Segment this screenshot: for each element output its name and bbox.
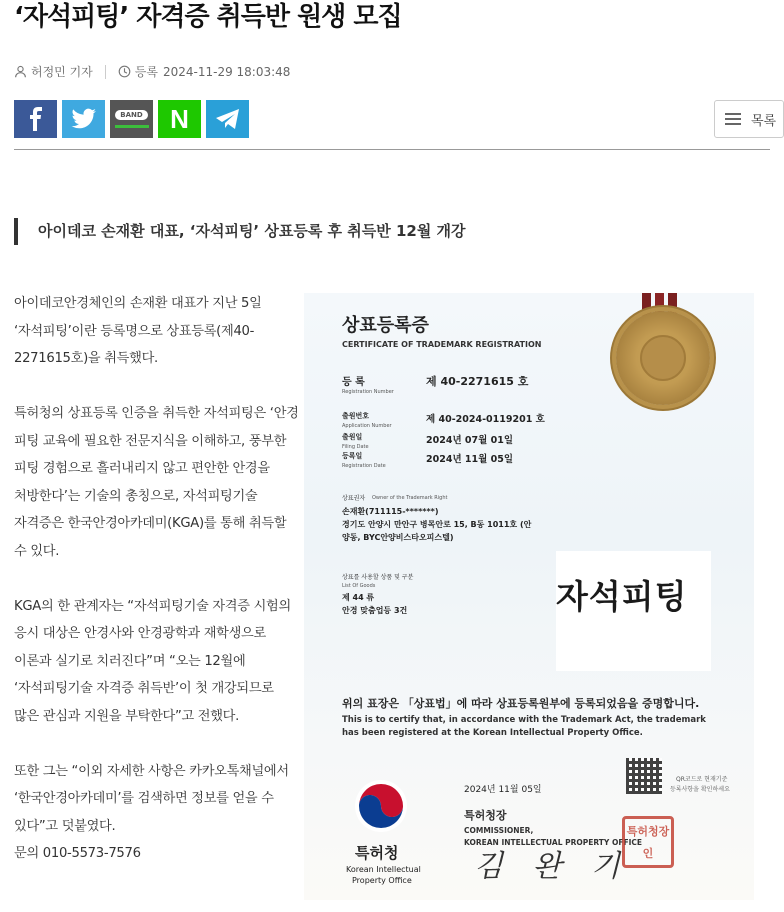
cert-goods-class: 제 44 류 <box>342 593 375 602</box>
user-icon <box>14 65 27 78</box>
clock-icon <box>118 65 131 78</box>
cert-app-label: 출원번호 <box>342 412 370 420</box>
cert-statement-en: This is to certify that, in accordance with the Trademark Act, the trademark <box>342 715 706 725</box>
author-name: 허정민 기자 <box>31 65 93 79</box>
commissioner-title: 특허청장 <box>464 809 507 822</box>
contact-line: 문의 010-5573-7576 <box>14 846 141 861</box>
cert-app-number: 제 40-2024-0119201 호 <box>426 414 545 425</box>
commissioner-title-en: COMMISSIONER, <box>464 826 534 835</box>
cert-statement: 위의 표장은 「상표법」에 따라 상표등록원부에 등록되었음을 증명합니다. <box>342 697 700 710</box>
cert-owner-address: 양동, BYC안양비스타오피스텔) <box>342 533 454 542</box>
registered-datetime: 2024-11-29 18:03:48 <box>162 64 291 79</box>
gold-seal-icon <box>616 311 710 405</box>
body-paragraph: 또한 그는 “이외 자세한 사항은 카카오톡채널에서 ‘한국안경아카데미’를 검색하면 정보를 얻을 수 있다”고 덧붙였다. <box>14 763 289 834</box>
registered-label: 등록 <box>134 65 158 79</box>
twitter-icon <box>71 108 97 130</box>
share-bar <box>14 100 249 138</box>
cert-goods-label: 상표를 사용할 상품 및 구분 <box>342 574 414 581</box>
facebook-share-button[interactable] <box>14 100 57 138</box>
cert-statement-en: has been registered at the Korean Intellectual Property Office. <box>342 728 643 738</box>
kipo-emblem-icon <box>354 779 408 833</box>
naver-icon: N <box>170 103 189 134</box>
twitter-share-button[interactable] <box>62 100 105 138</box>
cert-app-label-en: Application Number <box>342 423 392 429</box>
cert-qr-note: QR코드로 현재기준 <box>676 776 728 783</box>
cert-title: 상표등록증 <box>342 315 429 336</box>
cert-filing-label-en: Filing Date <box>342 444 369 450</box>
trademark-mark: 자석피팅 <box>556 577 688 616</box>
naver-share-button[interactable] <box>158 100 201 138</box>
cert-filing-date: 2024년 07월 01일 <box>426 435 514 446</box>
cert-qr-note: 등록사항을 확인하세요 <box>670 786 730 793</box>
band-icon-underline <box>115 125 149 128</box>
trademark-certificate-image <box>304 293 754 900</box>
office-name: 특허청 <box>355 844 399 862</box>
office-name-en: Korean Intellectual <box>346 865 421 874</box>
cert-reg-label-en: Registration Number <box>342 389 394 395</box>
menu-icon <box>725 113 741 125</box>
article-body <box>14 290 301 868</box>
meta-divider <box>105 65 106 79</box>
telegram-icon <box>215 108 241 130</box>
header-divider <box>14 149 770 150</box>
facebook-icon <box>26 106 46 132</box>
cert-owner-label: 상표권자 <box>342 495 366 502</box>
list-button-label: 목록 <box>751 113 777 129</box>
cert-owner-address: 경기도 안양시 만안구 병목안로 15, B동 1011호 (안 <box>342 520 532 529</box>
article-subheadline: 아이데코 손재환 대표, ‘자석피팅’ 상표등록 후 취득반 12월 개강 <box>14 218 466 245</box>
cert-reg-date: 2024년 11월 05일 <box>426 454 514 465</box>
cert-goods-item: 안경 맞춤업등 3건 <box>342 606 408 615</box>
article-headline: ‘자석피팅’ 자격증 취득반 원생 모집 <box>14 2 402 32</box>
cert-owner-name: 손재환(711115-*******) <box>342 507 439 516</box>
band-icon: BAND <box>115 110 147 120</box>
cert-reg-number: 제 40-2271615 호 <box>426 375 529 388</box>
body-paragraph: KGA의 한 관계자는 “자석피팅기술 자격증 시험의 응시 대상은 안경사와 안경광학과 재학생으로 이론과 실기로 치러진다”며 “오는 12월에 ‘자석피팅기술 자격증 취득반’이 첫 개강되므로 많은 관심과 지원을 부탁한다”고 전했다. <box>14 598 291 724</box>
cert-regdate-label-en: Registration Date <box>342 463 386 469</box>
telegram-share-button[interactable] <box>206 100 249 138</box>
cert-regdate-label: 등록일 <box>342 452 363 460</box>
body-paragraph: 특허청의 상표등록 인증을 취득한 자석피팅은 ‘안경 피팅 교육에 필요한 전문지식을 이해하고, 풍부한 피팅 경험으로 흘러내리지 않고 편안한 안경을 처방한다’는 기술의 총칭으로, 자석피팅기술 자격증은 한국안경아카데미(KGA)를 통해 취득할 수 있다. <box>14 406 299 559</box>
office-name-en: Property Office <box>352 876 412 885</box>
cert-issue-date: 2024년 11월 05일 <box>464 785 542 795</box>
cert-title-en: CERTIFICATE OF TRADEMARK REGISTRATION <box>342 340 542 349</box>
cert-filing-label: 출원일 <box>342 433 363 441</box>
band-share-button[interactable] <box>110 100 153 138</box>
cert-reg-label: 등 록 <box>342 377 365 388</box>
qr-code-icon <box>626 758 662 794</box>
cert-goods-label-en: List Of Goods <box>342 583 376 589</box>
commissioner-signature: 김 완 기 <box>474 849 631 884</box>
commissioner-title-en: KOREAN INTELLECTUAL PROPERTY OFFICE <box>464 838 643 847</box>
article-meta <box>14 63 290 80</box>
cert-owner-label-en: Owner of the Trademark Right <box>372 495 448 501</box>
official-stamp-icon: 특허청장인 <box>622 816 674 868</box>
body-paragraph: 아이데코안경체인의 손재환 대표가 지난 5일 ‘자석피팅’이란 등록명으로 상표등록(제40-2271615호)을 취득했다. <box>14 296 262 366</box>
list-button[interactable] <box>714 100 784 138</box>
